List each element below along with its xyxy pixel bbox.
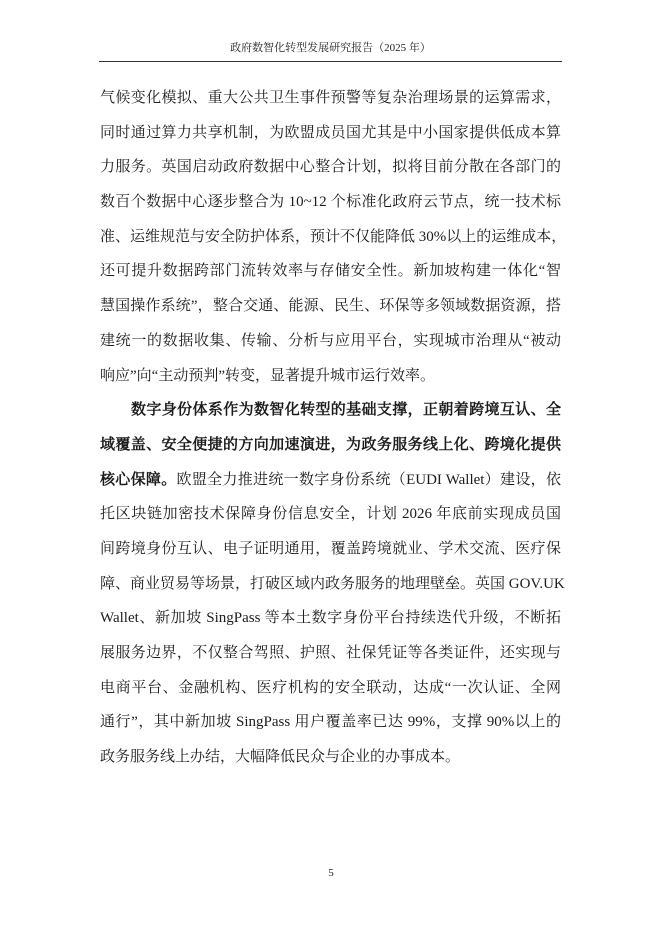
page-body: [100, 81, 567, 775]
text-line: Wallet、新加坡 SingPass 等本土数字身份平台持续迭代升级，不断拓: [100, 610, 561, 627]
text-line: 响应”向“主动预判”转变，显著提升城市运行效率。: [100, 367, 435, 384]
text-line: 展服务边界，不仅整合驾照、护照、社保凭证等各类证件，还实现与: [100, 645, 561, 661]
text-line: 气候变化模拟、重大公共卫生事件预警等复杂治理场景的运算需求，: [100, 90, 561, 106]
running-header: 政府数智化转型发展研究报告（2025 年）: [230, 42, 431, 54]
text-line: 同时通过算力共享机制，为欧盟成员国尤其是中小国家提供低成本算: [100, 124, 561, 141]
text-line: 慧国操作系统”，整合交通、能源、民生、环保等多领域数据资源，搭: [100, 298, 561, 315]
text-line: 力服务。英国启动政府数据中心整合计划，拟将目前分散在各部门的: [100, 159, 561, 176]
page-number: 5: [328, 867, 334, 879]
text-line: 建统一的数据收集、传输、分析与应用平台，实现城市治理从“被动: [100, 332, 561, 349]
text-line: 政务服务线上办结，大幅降低民众与企业的办事成本。: [100, 749, 461, 766]
text-line: 托区块链加密技术保障身份信息安全，计划 2026 年底前实现成员国: [100, 506, 561, 523]
paragraph: [100, 81, 567, 393]
bold-lead-text: 数字身份体系作为数智化转型的基础支撑，正朝着跨境互认、全: [131, 402, 561, 419]
header-divider: [99, 61, 562, 62]
line-text: 欧盟全力推进统一数字身份系统（EUDI Wallet）建设，依: [176, 471, 561, 488]
paragraph: [100, 393, 565, 775]
text-line: 电商平台、金融机构、医疗机构的安全联动，达成“一次认证、全网: [100, 679, 561, 696]
bold-lead-text: 域覆盖、安全便捷的方向加速演进，为政务服务线上化、跨境化提供: [100, 436, 561, 453]
text-line: [100, 393, 561, 428]
text-line: 还可提升数据跨部门流转效率与存储安全性。新加坡构建一体化“智: [100, 263, 561, 280]
text-line: 准、运维规范与安全防护体系，预计不仅能降低 30%以上的运维成本，: [100, 228, 567, 245]
text-line: [100, 428, 561, 463]
text-line: 数百个数据中心逐步整合为 10~12 个标准化政府云节点，统一技术标: [100, 194, 561, 211]
text-line: 间跨境身份互认、电子证明通用，覆盖跨境就业、学术交流、医疗保: [100, 540, 561, 557]
text-line: [100, 463, 561, 498]
text-line: 障、商业贸易等场景，打破区域内政务服务的地理壁垒。英国 GOV.UK: [100, 575, 565, 592]
text-line: 通行”，其中新加坡 SingPass 用户覆盖率已达 99%，支撑 90%以上的: [100, 714, 561, 731]
bold-lead-text: 核心保障。: [100, 471, 177, 488]
